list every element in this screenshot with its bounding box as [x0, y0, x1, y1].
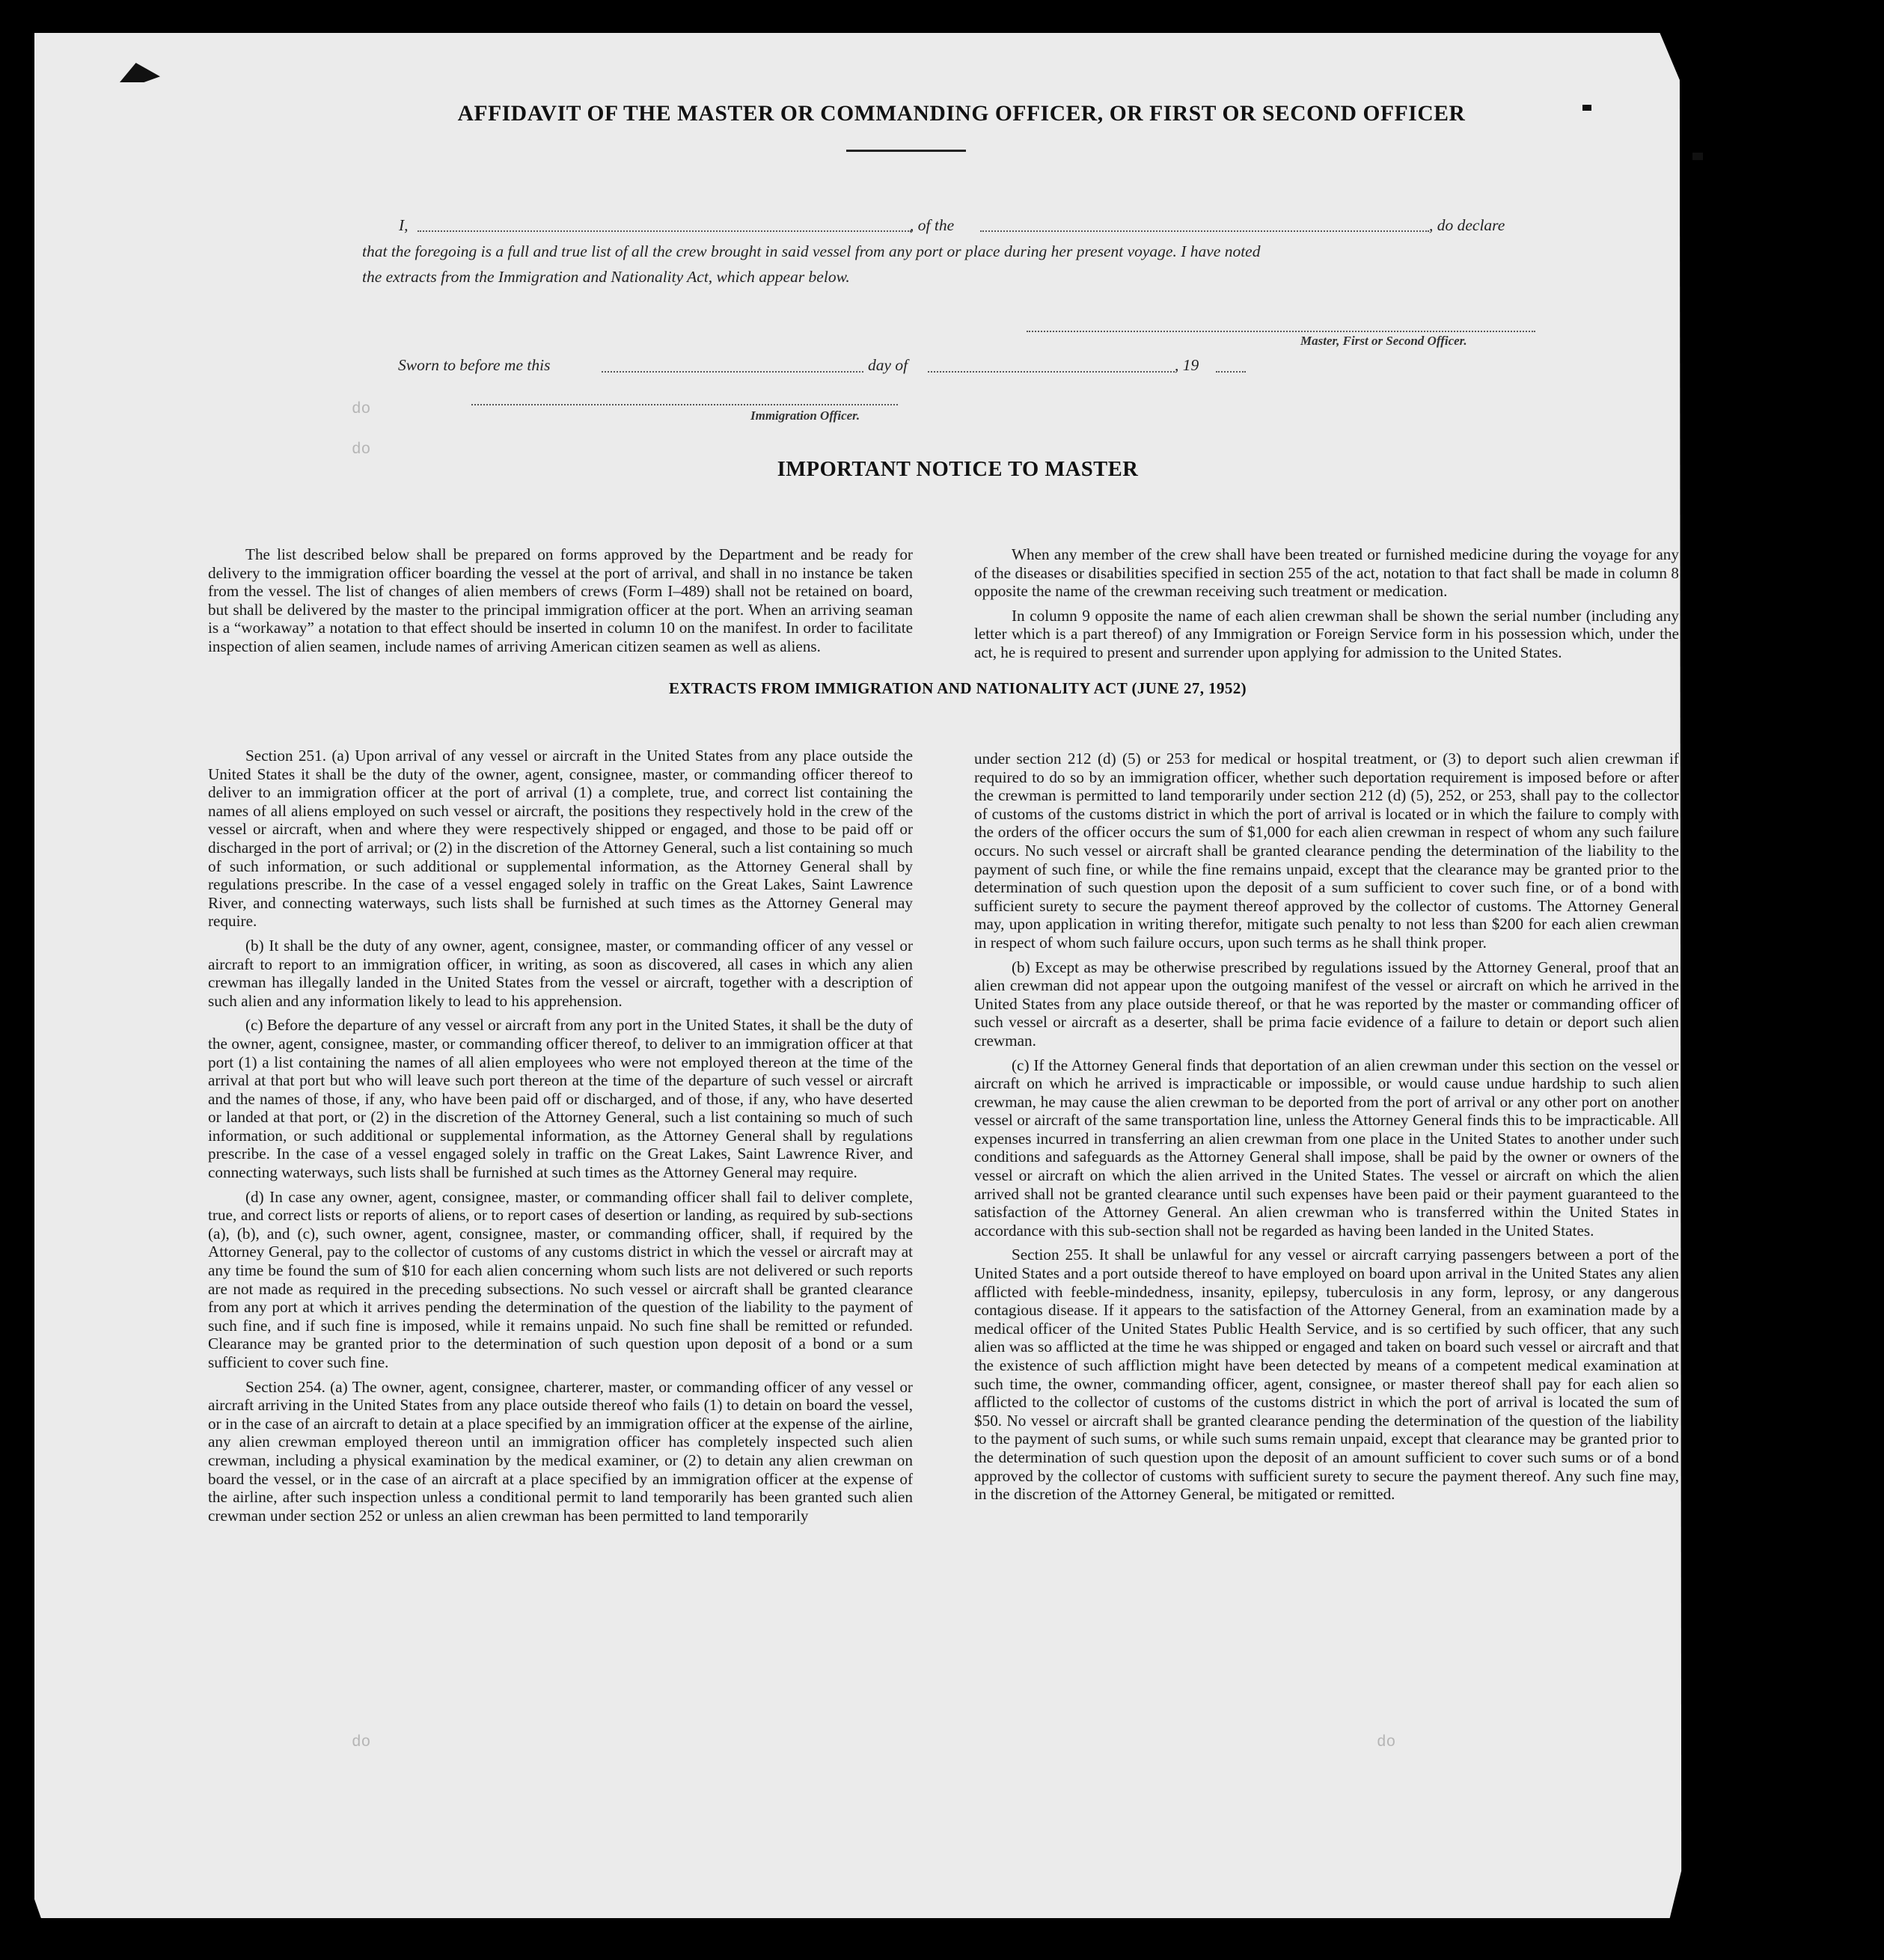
declaration-i-label: I,	[399, 216, 409, 234]
immigration-officer-signature-field[interactable]	[471, 404, 898, 405]
extracts-right-column	[974, 750, 1679, 1510]
master-signature-caption: Master, First or Second Officer.	[1300, 334, 1467, 348]
notice-left-paragraph: The list described below shall be prepared on forms approved by the Department and be ready for delivery to the immigration officer boarding the vessel at the port of arrival, and shall in no instance be taken from the vessel. The list of changes of alien members of crews (Form I–489) shall not be retained on board, but shall be delivered by the master to the principal immigration officer at the port. When an arriving seaman is a “workaway” a notation to that effect should be inserted in column 10 on the manifest. In order to facilitate inspection of alien seamen, include names of arriving American citizen seamen as well as aliens.	[208, 545, 913, 655]
declaration-do-declare-label: , do declare	[1429, 216, 1505, 234]
scan-speck	[1692, 153, 1703, 160]
sworn-year-field[interactable]	[1216, 371, 1246, 373]
section-254-c: (c) If the Attorney General finds that deportation of an alien crewman under this section on the vessel or aircraft on which he arrived is impracticable or impossible, or would cause undue hardship to such alien crewman, he may cause the alien crewman to be deported from the port of arrival or any other port on another vessel or aircraft of the same transportation line, unless the Attorney General finds this to be impracticable. All expenses incurred in transferring an alien crewman from one place in the United States to another under such conditions and safeguards as the Attorney General shall impose, shall be paid by the owner or owners of the vessel or aircraft on which the alien arrived in the United States. The vessel or aircraft on which the alien arrived shall not be granted clearance until such expenses have been paid or their payment guaranteed to the satisfaction of the Attorney General. An alien crewman who is transferred within the United States in accordance with this sub-section shall not be regarded as having been landed in the United States.	[974, 1056, 1679, 1240]
bleed-through-text: do	[1377, 1734, 1396, 1751]
bleed-through-text: do	[352, 1734, 371, 1751]
vessel-name-field[interactable]	[980, 230, 1429, 232]
binder-hole	[1773, 1227, 1806, 1260]
section-255: Section 255. It shall be unlawful for any vessel or aircraft carrying passengers between a port of the United States and a port outside thereof to have employed on board upon arrival in the United States any alien afflicted with feeble-mindedness, insanity, epilepsy, tuberculosis in any form, leprosy, or any dangerous contagious disease. If it appears to the satisfaction of the Attorney General, from an examination made by a medical officer of the United States Public Health Service, and is so certified by such officer, that any such alien was so afflicted at the time he was shipped or engaged and taken on board such vessel or aircraft and that the existence of such affliction might have been detected by means of a competent medical examination at such time, the owner, commanding officer, agent, consignee, or master thereof shall pay for each alien so afflicted to the collector of customs of the customs district in which the port of arrival is located the sum of $50. No vessel or aircraft shall be granted clearance pending the determination of the question of the liability to the payment of such sums, or while such sums remain unpaid, except that clearance may be granted prior to the determination of such question upon the deposit of an amount sufficient to cover such sums or of a bond approved by the collector of customs with sufficient surety to secure the payment thereof. Any such fine may, in the discretion of the Attorney General, be mitigated or remitted.	[974, 1246, 1679, 1504]
immigration-officer-caption: Immigration Officer.	[750, 408, 860, 423]
sworn-year-label: , 19	[1175, 356, 1199, 374]
notice-left-column	[208, 545, 913, 662]
section-254-a: Section 254. (a) The owner, agent, consignee, charterer, master, or commanding officer of any vessel or aircraft arriving in the United States from any place outside thereof who fails (1) to detain on board the vessel, or in the case of an aircraft to detain at a place specified by an immigration officer at the expense of the airline, any alien crewman employed thereon until an immigration officer has completely inspected such alien crewman, including a physical examination by the medical examiner, or (2) to detain any alien crewman on board the vessel, or in the case of an aircraft at a place specified by an immigration officer at the expense of the airline, after such inspection unless a conditional permit to land temporarily has been granted such alien crewman under section 252 or unless an alien crewman has been permitted to land temporarily	[208, 1377, 913, 1525]
notice-right-column	[974, 545, 1679, 668]
sworn-prefix-label: Sworn to before me this	[398, 356, 551, 374]
bleed-through-text: do	[352, 441, 371, 459]
declaration-of-the-label: , of the	[910, 216, 955, 234]
extracts-title: EXTRACTS FROM IMMIGRATION AND NATIONALITY ACT (JUNE 27, 1952)	[668, 679, 1247, 697]
section-251-c: (c) Before the departure of any vessel or aircraft from any port in the United States, it shall be the duty of the owner, agent, consignee, master, or commanding officer thereof, to deliver to an immigration officer at that port (1) a list containing the names of all alien employees who were not employed thereon at the time of the arrival at that port but who will leave such port thereon at the time of the departure of such vessel or aircraft and the names of those, if any, who have been paid off or discharged, and of those, if any, who have deserted or landed at that port, or (2) in the discretion of the Attorney General, such a list containing so much of such information, or such additional or supplemental information, as the Attorney General shall by regulations prescribe. In the case of a vessel engaged solely in traffic on the Great Lakes, Saint Lawrence River, and connecting waterways, such lists shall be furnished at such times as the Attorney General may require.	[208, 1016, 913, 1182]
sworn-day-of-label: day of	[868, 356, 908, 374]
binder-hole	[1773, 217, 1806, 250]
extracts-left-column	[208, 747, 913, 1531]
declaration-line-3: the extracts from the Immigration and Nationality Act, which appear below.	[362, 268, 850, 286]
master-signature-field[interactable]	[1027, 331, 1535, 332]
binder-hole	[1773, 1774, 1806, 1807]
notice-title: IMPORTANT NOTICE TO MASTER	[777, 458, 1139, 481]
section-251-a: Section 251. (a) Upon arrival of any vessel or aircraft in the United States from any place outside the United States it shall be the duty of the owner, agent, consignee, master, or commanding officer thereof to deliver to an immigration officer at the port of arrival (1) a complete, true, and correct list containing the names of all aliens employed on such vessel or aircraft, the positions they respectively hold in the crew of the vessel or aircraft, when and where they were respectively shipped or engaged, and those to be paid off or discharged in the port of arrival; or (2) in the discretion of the Attorney General, such a list containing so much of such information, or such additional or supplemental information, as the Attorney General shall by regulations prescribe. In the case of a vessel engaged solely in traffic on the Great Lakes, Saint Lawrence River, and connecting waterways, such lists shall be furnished at such times as the Attorney General may require.	[208, 747, 913, 931]
sworn-month-field[interactable]	[928, 371, 1175, 373]
notice-right-paragraph-1: When any member of the crew shall have been treated or furnished medicine during the voyage for any of the diseases or disabilities specified in section 255 of the act, notation to that fact shall be made in column 8 opposite the name of the crewman receiving such treatment or medication.	[974, 545, 1679, 601]
section-251-b: (b) It shall be the duty of any owner, agent, consignee, master, or commanding officer of any vessel or aircraft to report to an immigration officer, in writing, as soon as discovered, all cases in which any alien crewman has illegally landed in the United States from the vessel or aircraft, together with a description of such alien and any information likely to lead to his apprehension.	[208, 936, 913, 1010]
declaration-line-2: that the foregoing is a full and true list of all the crew brought in said vessel from any port or place during her present voyage. I have noted	[362, 242, 1261, 260]
bleed-through-text: do	[352, 401, 371, 418]
notice-right-paragraph-2: In column 9 opposite the name of each alien crewman shall be shown the serial number (including any letter which is a part thereof) of any Immigration or Foreign Service form in his possession which, under the act, he is required to present and surrender upon applying for admission to the United States.	[974, 606, 1679, 661]
section-254-b: (b) Except as may be otherwise prescribed by regulations issued by the Attorney General, proof that an alien crewman did not appear upon the outgoing manifest of the vessel or aircraft on which he arrived in the United States from any place outside thereof, or that he was reported by the master or commanding officer of such vessel or aircraft as a deserter, shall be prima facie evidence of a failure to detain or deport such alien crewman.	[974, 958, 1679, 1050]
section-254-a-continued: under section 212 (d) (5) or 253 for medical or hospital treatment, or (3) to deport such alien crewman if required to do so by an immigration officer, whether such deportation requirement is imposed before or after the crewman is permitted to land temporarily under section 212 (d) (5), 252, or 253, shall pay to the collector of customs of the customs district in which the port of arrival is located or in which the failure to comply with the orders of the officer occurs the sum of $1,000 for each alien crewman in respect of whom any such failure occurs. No such vessel or aircraft shall be granted clearance pending the determination of the liability to the payment of such fine, or while the fine remains unpaid, except that the clearance may be granted prior to the determination of such question upon the deposit of a sum sufficient to cover such fine, or of a bond with sufficient surety to secure the payment thereof approved by the collector of customs. The Attorney General may, upon application in writing therefor, mitigate such penalty to not less than $200 for each alien crewman in respect of whom such failure occurs, upon such terms as he shall think proper.	[974, 750, 1679, 952]
binder-hole	[1773, 317, 1806, 350]
affidavit-title: AFFIDAVIT OF THE MASTER OR COMMANDING OFFICER, OR FIRST OR SECOND OFFICER	[457, 102, 1466, 126]
title-rule	[846, 150, 966, 152]
section-251-d: (d) In case any owner, agent, consignee, master, or commanding officer shall fail to deliver complete, true, and correct lists or reports of aliens, or to report cases of desertion or landing, as required by sub-sections (a), (b), and (c), such owner, agent, consignee, master, or commanding officer, shall, if required by the Attorney General, pay to the collector of customs of any customs district in which the vessel or aircraft may at any time be found the sum of $10 for each alien concerning whom such lists are not delivered or such reports are not made as required in the preceding subsections. No such vessel or aircraft shall be granted clearance from any port at which it arrives pending the determination of the question of the liability to the payment of such fine, and if such fine is imposed, while it remains unpaid. No such fine shall be remitted or refunded. Clearance may be granted prior to the determination of such question upon deposit of a bond or a sum sufficient to cover such fine.	[208, 1187, 913, 1371]
binder-hole	[1773, 625, 1806, 658]
scan-speck	[1582, 105, 1591, 111]
sworn-day-field[interactable]	[602, 371, 863, 373]
master-name-field[interactable]	[418, 230, 911, 232]
